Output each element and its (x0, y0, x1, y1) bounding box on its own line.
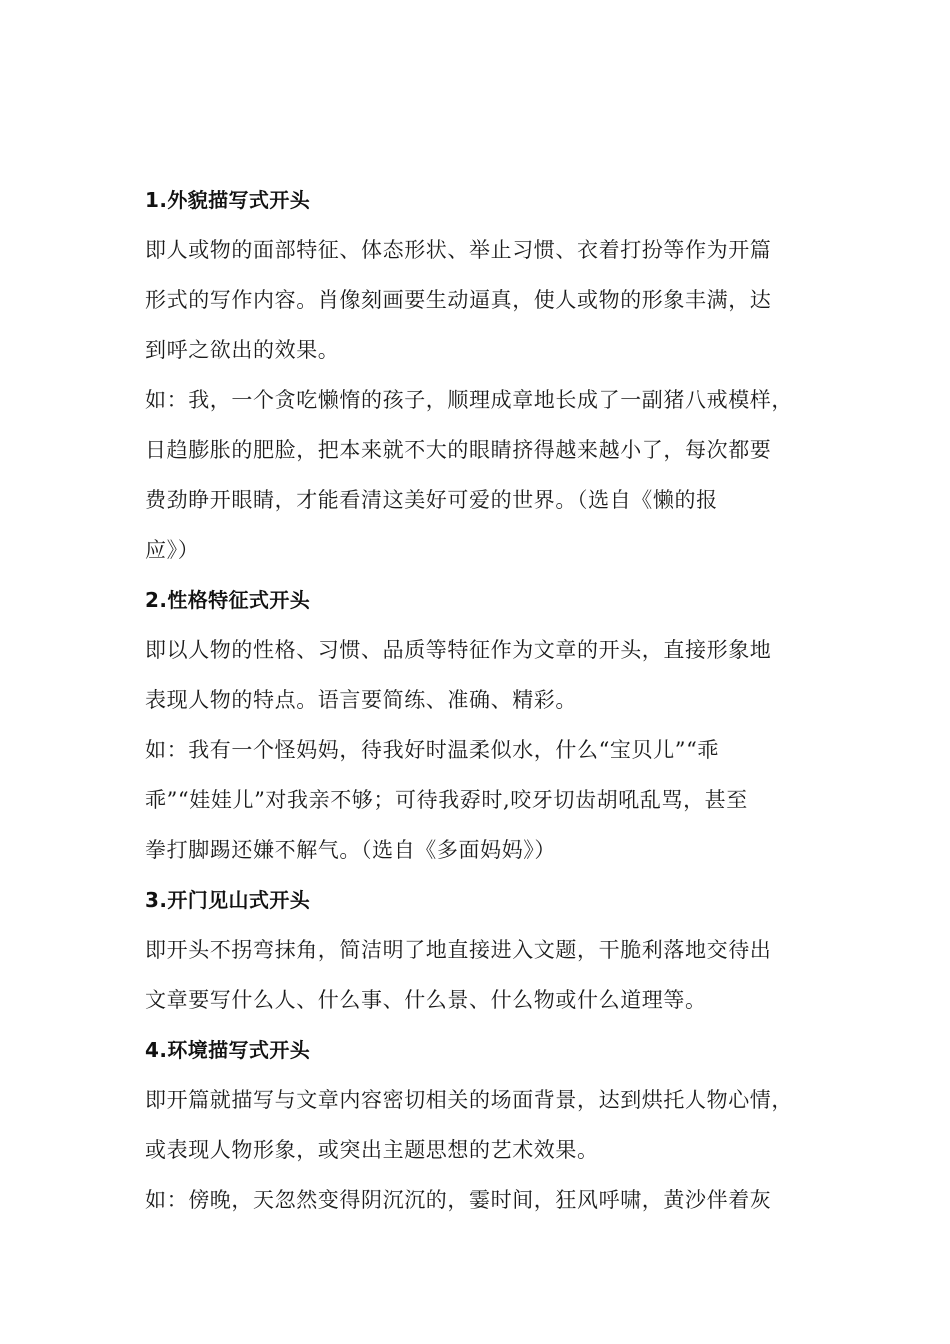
example-line: 日趋膨胀的肥脸，把本来就不大的眼睛挤得越来越小了，每次都要 (145, 438, 772, 462)
example-line: 如：傍晚，天忽然变得阴沉沉的，霎时间，狂风呼啸，黄沙伴着灰 (145, 1188, 772, 1212)
example-line: 乖”“娃娃儿”对我亲不够；可待我孬时,咬牙切齿胡吼乱骂，甚至 (145, 788, 748, 812)
document-content (145, 175, 810, 1225)
paragraph-line: 即人或物的面部特征、体态形状、举止习惯、衣着打扮等作为开篇 (145, 238, 772, 262)
paragraph-line: 文章要写什么人、什么事、什么景、什么物或什么道理等。 (145, 988, 707, 1012)
example-line: 如：我，一个贪吃懒惰的孩子，顺理成章地长成了一副猪八戒模样， (145, 388, 793, 412)
example-line: 拳打脚踢还嫌不解气。（选自《多面妈妈》） (145, 838, 556, 862)
paragraph-line: 或表现人物形象，或突出主题思想的艺术效果。 (145, 1138, 599, 1162)
paragraph-line: 表现人物的特点。语言要简练、准确、精彩。 (145, 688, 577, 712)
paragraph-line: 形式的写作内容。肖像刻画要生动逼真，使人或物的形象丰满，达 (145, 288, 772, 312)
section-heading-4: 4.环境描写式开头 (145, 1038, 311, 1062)
paragraph-line: 即以人物的性格、习惯、品质等特征作为文章的开头，直接形象地 (145, 638, 772, 662)
section-heading-1: 1.外貌描写式开头 (145, 188, 311, 212)
section-heading-3: 3.开门见山式开头 (145, 888, 311, 912)
example-line: 费劲睁开眼睛，才能看清这美好可爱的世界。（选自《懒的报 (145, 488, 718, 512)
example-line: 应》） (145, 538, 200, 562)
example-line: 如：我有一个怪妈妈，待我好时温柔似水，什么“宝贝儿”“乖 (145, 738, 720, 762)
paragraph-line: 即开头不拐弯抹角，简洁明了地直接进入文题，干脆利落地交待出 (145, 938, 772, 962)
paragraph-line: 即开篇就描写与文章内容密切相关的场面背景，达到烘托人物心情， (145, 1088, 793, 1112)
section-heading-2: 2.性格特征式开头 (145, 588, 311, 612)
paragraph-line: 到呼之欲出的效果。 (145, 338, 340, 362)
